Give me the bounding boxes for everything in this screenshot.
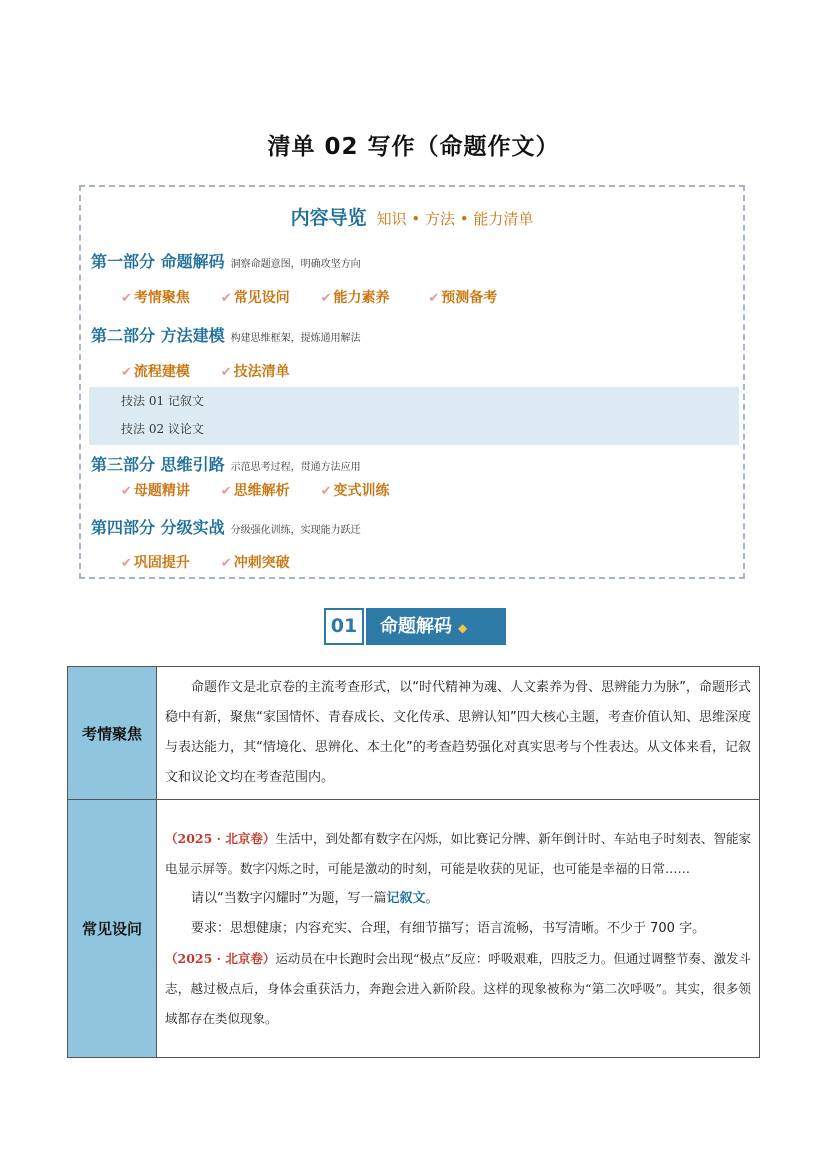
guide-item[interactable]: ✔ 技法清单 <box>220 364 290 380</box>
table-row <box>68 800 760 1058</box>
source-tag: （2025 · 北京卷） <box>165 830 276 846</box>
part-label: 第一部分 命题解码 <box>91 252 225 271</box>
page-title: 清单 02 写作（命题作文） <box>267 134 560 160</box>
guide-item[interactable]: ✔ 常见设问 <box>220 290 290 306</box>
part-3-items <box>121 480 415 500</box>
guide-item[interactable]: ✔ 巩固提升 <box>121 555 190 571</box>
part-desc: 构建思维框架，提炼通用解法 <box>230 333 361 344</box>
guide-subtitle: 知识 • 方法 • 能力清单 <box>376 210 534 228</box>
guide-item[interactable]: ✔ 考情聚焦 <box>121 290 190 306</box>
question-1-demand: 要求：思想健康；内容充实、合理，有细节描写；语言流畅，书写清晰。不少于 700 字。 <box>191 920 706 936</box>
guide-item[interactable]: ✔ 思维解析 <box>220 483 290 499</box>
check-icon: ✔ <box>320 291 332 306</box>
part-2-heading <box>91 323 361 346</box>
check-icon: ✔ <box>121 484 132 499</box>
check-icon: ✔ <box>320 484 332 499</box>
part-label: 第二部分 方法建模 <box>91 326 225 345</box>
part-label: 第四部分 分级实战 <box>91 518 225 537</box>
guide-item[interactable]: ✔ 流程建模 <box>121 364 190 380</box>
guide-title: 内容导览 <box>290 207 367 229</box>
genre-highlight: 记叙文 <box>386 890 426 906</box>
source-tag: （2025 · 北京卷） <box>165 950 276 966</box>
section-label: 命题解码 ◆ <box>366 608 506 645</box>
check-icon: ✔ <box>220 365 232 380</box>
table-row <box>68 667 760 800</box>
part-label: 第三部分 思维引路 <box>91 455 225 474</box>
check-icon: ✔ <box>220 556 232 571</box>
part-desc: 分级强化训练，实现能力跃迁 <box>230 525 361 536</box>
part-desc: 示范思考过程，贯通方法应用 <box>230 462 361 473</box>
part-4-items <box>121 552 316 572</box>
question-1-requirement: 请以“当数字闪耀时”为题，写一篇记叙文。 <box>191 890 439 906</box>
section-banner <box>324 608 506 645</box>
guide-item[interactable]: ✔ 母题精讲 <box>121 483 190 499</box>
row-header: 考情聚焦 <box>68 667 157 800</box>
diamond-icon: ◆ <box>458 621 468 635</box>
analysis-table <box>67 666 760 1058</box>
part-4-heading <box>91 515 361 538</box>
guide-item[interactable]: ✔ 能力素养 <box>320 290 390 306</box>
row-header: 常见设问 <box>68 800 157 1058</box>
check-icon: ✔ <box>121 365 132 380</box>
question-2: （2025 · 北京卷）运动员在中长跑时会出现“极点”反应：呼吸艰难，四肢乏力。但通过调整节奏、激发斗志，越过极点后，身体会重获活力，奔跑会进入新阶段。这样的现象被称为“第二次呼吸”。其实，很多领域都存在类似现象。 <box>165 950 751 1026</box>
part-3-heading <box>91 452 361 475</box>
check-icon: ✔ <box>121 556 132 571</box>
part-2-items <box>121 361 316 381</box>
guide-item[interactable]: ✔ 预测备考 <box>428 290 498 306</box>
skill-item[interactable]: 技法 01 记叙文 <box>121 394 204 408</box>
section-number: 01 <box>324 608 364 645</box>
guide-item[interactable]: ✔ 冲刺突破 <box>220 555 290 571</box>
check-icon: ✔ <box>220 484 232 499</box>
guide-item[interactable]: ✔ 变式训练 <box>320 483 390 499</box>
guide-heading <box>81 203 743 230</box>
row-content: 命题作文是北京卷的主流考查形式，以“时代精神为魂、人文素养为骨、思辨能力为脉”，命题形式稳中有新，聚焦“家国情怀、青春成长、文化传承、思辨认知”四大核心主题，考查价值认知、思维深度与表达能力，其“情境化、思辨化、本土化”的考查趋势强化对真实思考与个性表达。从文体来看，记叙文和议论文均在考查范围内。 <box>157 667 760 800</box>
skills-list <box>89 387 739 445</box>
check-icon: ✔ <box>428 291 440 306</box>
skill-item[interactable]: 技法 02 议论文 <box>121 422 204 436</box>
part-1-heading <box>91 249 361 272</box>
part-1-items <box>121 287 523 307</box>
row-content <box>157 800 760 1058</box>
part-desc: 洞察命题意图，明确攻坚方向 <box>230 259 361 270</box>
check-icon: ✔ <box>220 291 232 306</box>
check-icon: ✔ <box>121 291 132 306</box>
question-1: （2025 · 北京卷）生活中，到处都有数字在闪烁，如比赛记分牌、新年倒计时、车站电子时刻表、智能家电显示屏等。数字闪烁之时，可能是激动的时刻，可能是收获的见证，也可能是幸福的日常…… <box>165 830 751 876</box>
content-guide-box <box>79 185 745 579</box>
